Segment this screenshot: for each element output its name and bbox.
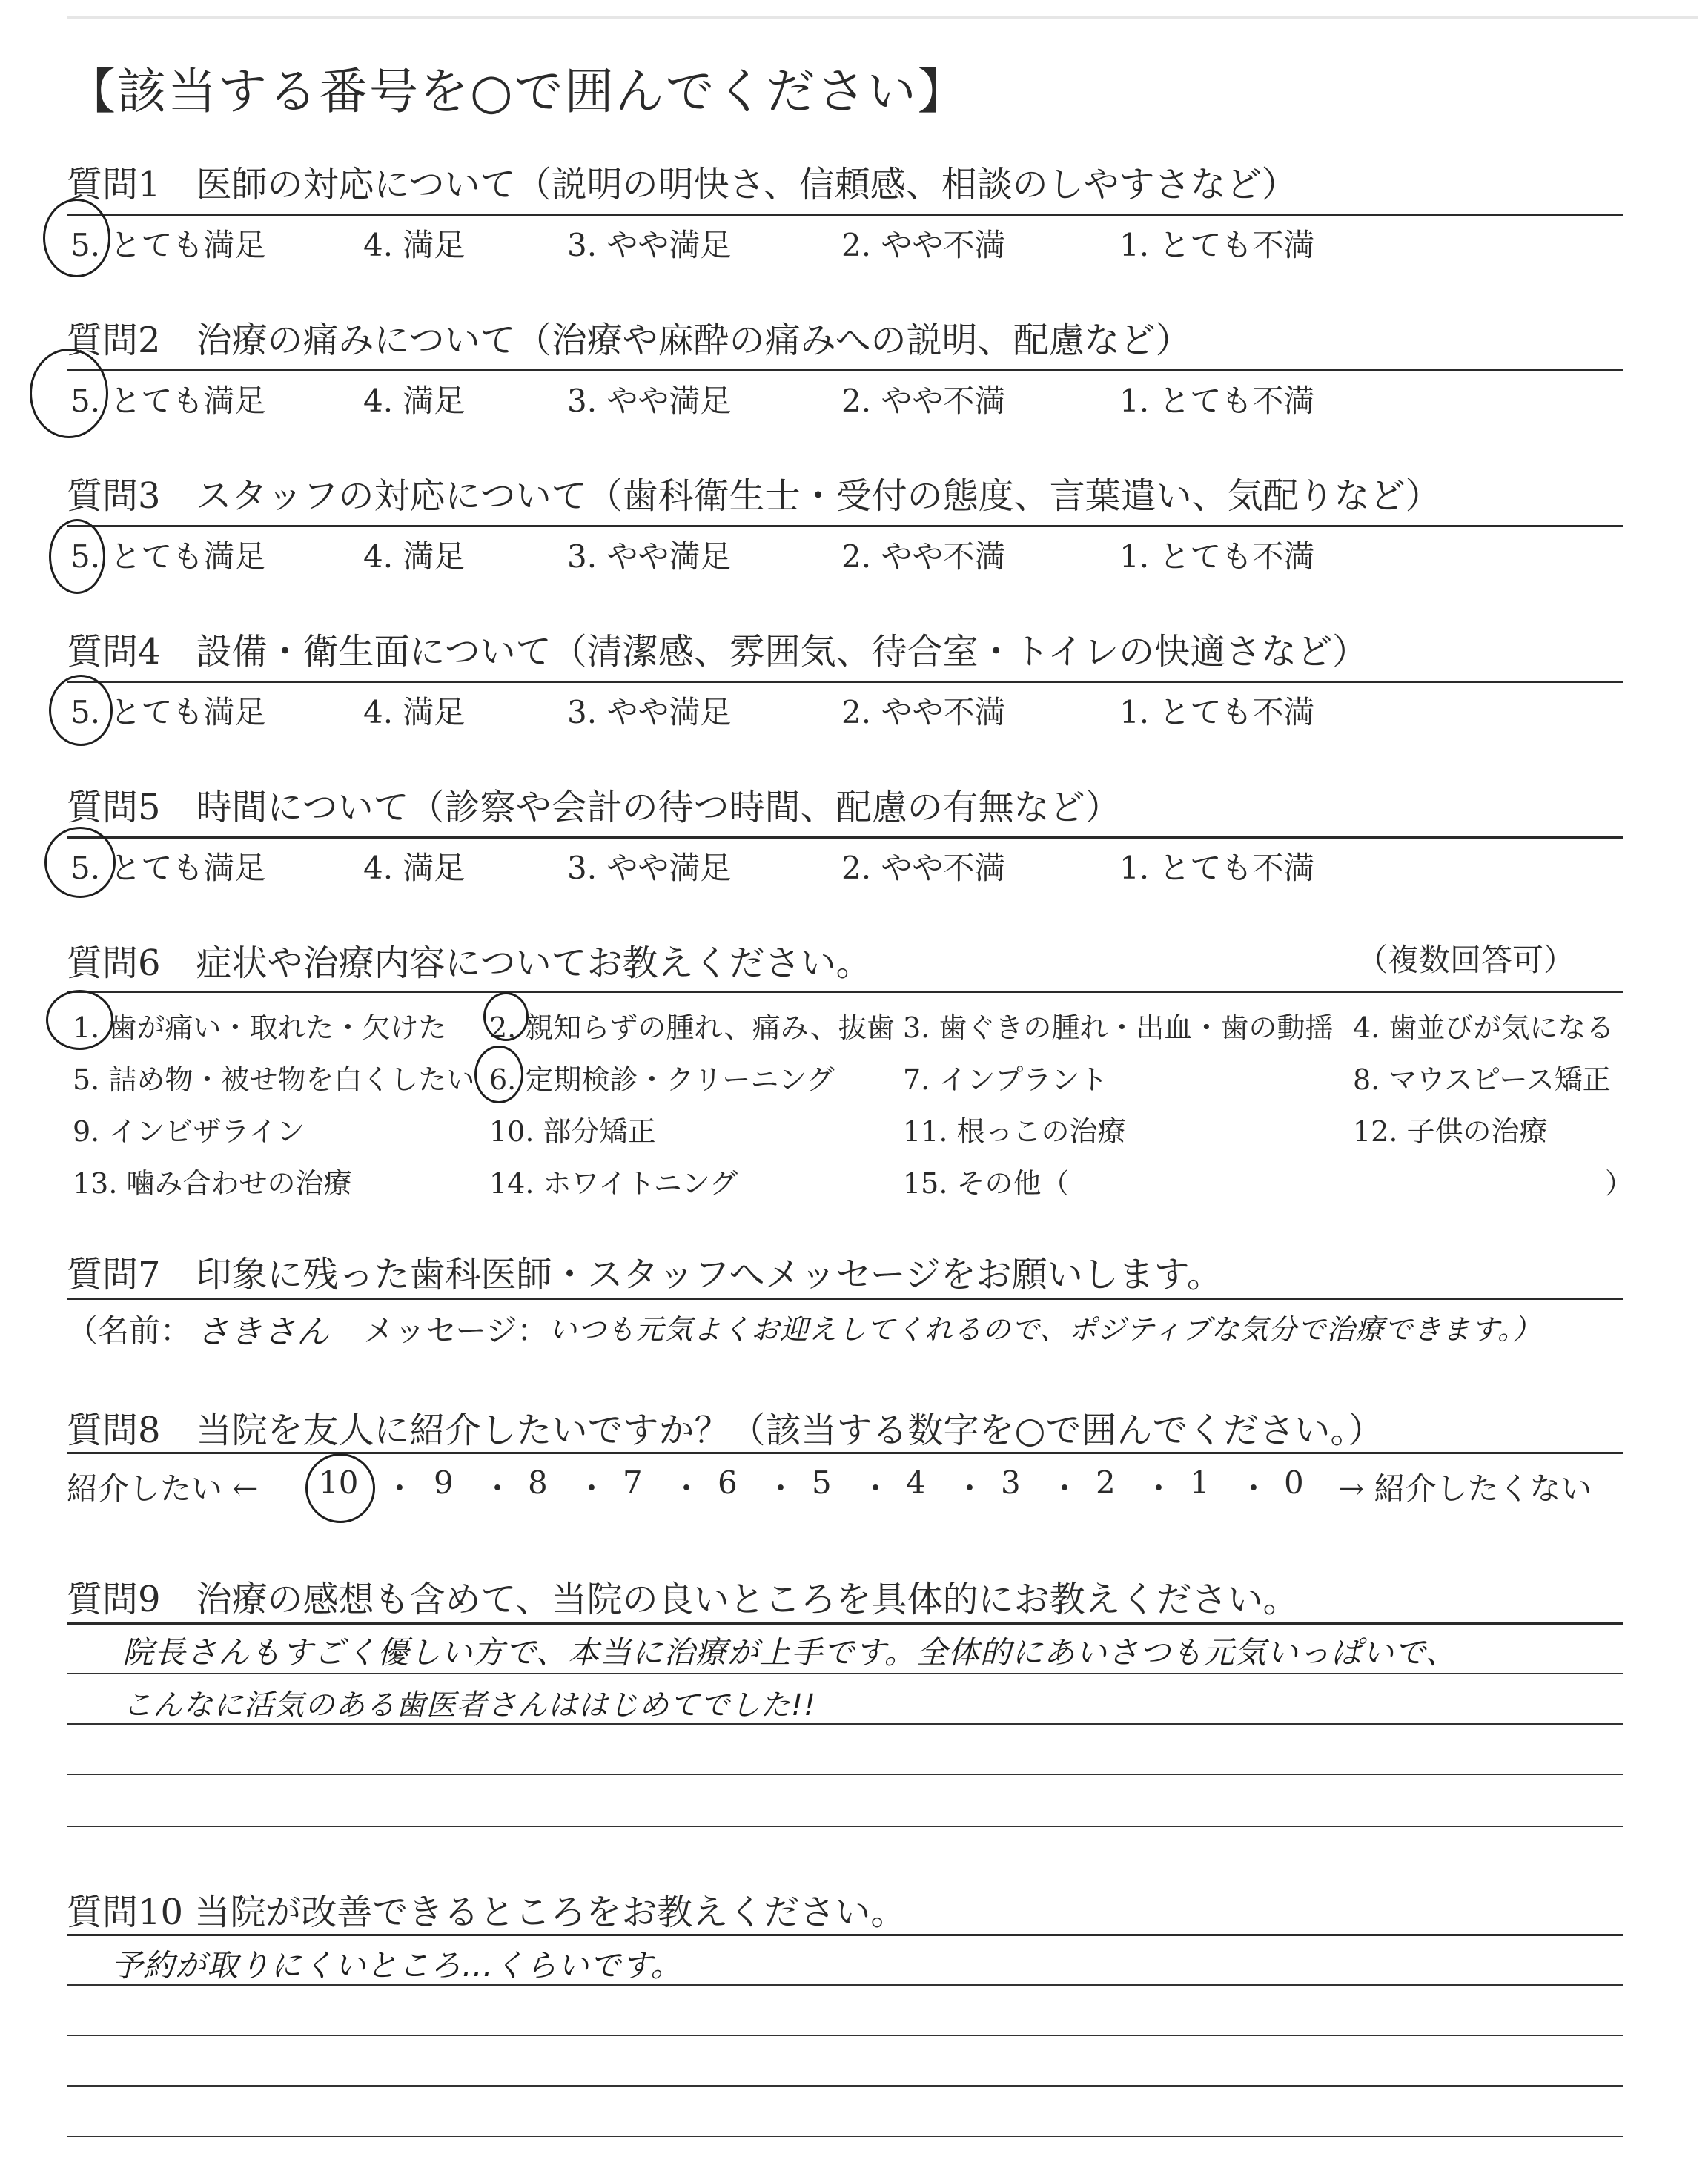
q10-answer-line (67, 2035, 1623, 2036)
q6-selection-circle-2 (483, 992, 529, 1041)
q6-option-12[interactable]: 12. 子供の治療 (1353, 1115, 1548, 1148)
q8-score-0[interactable]: 0 (1284, 1464, 1304, 1501)
q2-rule (67, 369, 1623, 371)
q5-option-2[interactable]: 2. やや不満 (841, 850, 1006, 886)
q10-rule (67, 1934, 1623, 1936)
q6-option-5[interactable]: 5. 詰め物・被せ物を白くしたい (73, 1063, 475, 1096)
q10-title: 質問10 当院が改善できるところをお教えください。 (67, 1892, 907, 1933)
q3-selection-circle (49, 519, 105, 594)
q6-option-8[interactable]: 8. マウスピース矯正 (1353, 1063, 1611, 1096)
q9-answer-text-2: こんなに活気のある歯医者さんははじめてでした!! (122, 1688, 817, 1723)
q6-other-close-paren: ） (1605, 1167, 1634, 1200)
q7-name-label: （名前： (67, 1312, 192, 1349)
q8-sep: ・ (1049, 1470, 1081, 1507)
q8-score-1[interactable]: 1 (1190, 1464, 1210, 1501)
q2-title: 質問2 治療の痛みについて（治療や麻酔の痛みへの説明、配慮など） (67, 320, 1191, 361)
q8-sep: ・ (482, 1470, 514, 1507)
q9-answer-line (67, 1826, 1623, 1827)
q8-sep: ・ (860, 1470, 892, 1507)
q6-option-7[interactable]: 7. インプラント (903, 1063, 1108, 1096)
q10-answer-line (67, 2136, 1623, 2137)
q8-score-8[interactable]: 8 (528, 1464, 548, 1501)
q8-sep: ・ (384, 1470, 416, 1507)
q1-title: 質問1 医師の対応について（説明の明快さ、信頼感、相談のしやすさなど） (67, 164, 1297, 205)
q6-option-2[interactable]: 2. 親知らずの腫れ、痛み、抜歯 (489, 1011, 895, 1044)
q6-option-3[interactable]: 3. 歯ぐきの腫れ・出血・歯の動揺 (903, 1011, 1334, 1044)
q3-option-5[interactable]: 5. とても満足 (70, 538, 266, 575)
q8-score-2[interactable]: 2 (1096, 1464, 1116, 1501)
q8-score-5[interactable]: 5 (812, 1464, 832, 1501)
q8-right-label: → 紹介したくない (1338, 1470, 1592, 1507)
q5-option-1[interactable]: 1. とても不満 (1119, 850, 1315, 886)
q8-selection-circle (305, 1453, 375, 1523)
q4-option-4[interactable]: 4. 満足 (363, 694, 466, 730)
q8-score-10[interactable]: 10 (319, 1464, 359, 1501)
q1-option-2[interactable]: 2. やや不満 (841, 227, 1006, 263)
scan-edge (67, 16, 1698, 19)
q9-title: 質問9 治療の感想も含めて、当院の良いところを具体的にお教えください。 (67, 1579, 1299, 1620)
q2-option-4[interactable]: 4. 満足 (363, 383, 466, 419)
q1-option-1[interactable]: 1. とても不満 (1119, 227, 1315, 263)
q3-option-1[interactable]: 1. とても不満 (1119, 538, 1315, 575)
q9-rule (67, 1622, 1623, 1625)
q8-sep: ・ (576, 1470, 608, 1507)
q4-rule (67, 681, 1623, 683)
q8-score-9[interactable]: 9 (434, 1464, 454, 1501)
q6-option-10[interactable]: 10. 部分矯正 (489, 1115, 656, 1148)
q5-title: 質問5 時間について（診察や会計の待つ時間、配慮の有無など） (67, 787, 1121, 828)
q7-message-value: いつも元気よくお迎えしてくれるので、ポジティブな気分で治療できます。） (549, 1313, 1542, 1346)
q6-option-15[interactable]: 15. その他（ (903, 1167, 1070, 1200)
q6-title: 質問6 症状や治療内容についてお教えください。 (67, 942, 872, 984)
q7-name-value: さきさん (196, 1313, 330, 1351)
q8-score-7[interactable]: 7 (623, 1464, 643, 1501)
q8-score-3[interactable]: 3 (1001, 1464, 1021, 1501)
q2-option-3[interactable]: 3. やや満足 (567, 383, 732, 419)
q6-option-9[interactable]: 9. インビザライン (73, 1115, 305, 1148)
q9-answer-text-1: 院長さんもすごく優しい方で、本当に治療が上手です。全体的にあいさつも元気いっぱいで、 (122, 1634, 1457, 1671)
q6-option-13[interactable]: 13. 噛み合わせの治療 (73, 1167, 352, 1200)
q8-rule (67, 1452, 1623, 1454)
q4-option-5[interactable]: 5. とても満足 (70, 694, 266, 730)
q9-answer-line (67, 1774, 1623, 1775)
form-header: 【該当する番号を○で囲んでください】 (67, 63, 968, 120)
q6-option-6[interactable]: 6. 定期検診・クリーニング (489, 1063, 835, 1096)
q8-score-6[interactable]: 6 (718, 1464, 738, 1501)
q8-score-4[interactable]: 4 (906, 1464, 926, 1501)
q8-sep: ・ (1143, 1470, 1175, 1507)
q3-rule (67, 525, 1623, 527)
q4-selection-circle (49, 675, 113, 746)
q3-option-4[interactable]: 4. 満足 (363, 538, 466, 575)
q8-sep: ・ (765, 1470, 797, 1507)
q6-option-11[interactable]: 11. 根っこの治療 (903, 1115, 1126, 1148)
q9-answer-line (67, 1673, 1623, 1674)
q3-option-3[interactable]: 3. やや満足 (567, 538, 732, 575)
q7-rule (67, 1298, 1623, 1300)
q3-option-2[interactable]: 2. やや不満 (841, 538, 1006, 575)
q1-selection-circle (43, 199, 110, 277)
q2-option-5[interactable]: 5. とても満足 (70, 383, 266, 419)
q2-option-2[interactable]: 2. やや不満 (841, 383, 1006, 419)
q4-option-1[interactable]: 1. とても不満 (1119, 694, 1315, 730)
q8-sep: ・ (954, 1470, 986, 1507)
q7-title: 質問7 印象に残った歯科医師・スタッフへメッセージをお願いします。 (67, 1254, 1222, 1295)
q4-title: 質問4 設備・衛生面について（清潔感、雰囲気、待合室・トイレの快適さなど） (67, 631, 1368, 673)
q6-selection-circle-6 (474, 1046, 523, 1103)
q6-option-1[interactable]: 1. 歯が痛い・取れた・欠けた (73, 1011, 447, 1044)
q1-option-5[interactable]: 5. とても満足 (70, 227, 266, 263)
q4-option-3[interactable]: 3. やや満足 (567, 694, 732, 730)
q2-option-1[interactable]: 1. とても不満 (1119, 383, 1315, 419)
q6-selection-circle-1 (46, 990, 113, 1050)
q5-rule (67, 836, 1623, 839)
q6-multiple-note: （複数回答可） (1357, 942, 1575, 978)
q3-title: 質問3 スタッフの対応について（歯科衛生士・受付の態度、言葉遣い、気配りなど） (67, 475, 1441, 517)
q1-option-4[interactable]: 4. 満足 (363, 227, 466, 263)
q5-option-5[interactable]: 5. とても満足 (70, 850, 266, 886)
q6-rule (67, 991, 1623, 993)
q6-option-4[interactable]: 4. 歯並びが気になる (1353, 1011, 1615, 1044)
q5-option-3[interactable]: 3. やや満足 (567, 850, 732, 886)
q5-selection-circle (44, 827, 116, 898)
q8-title: 質問8 当院を友人に紹介したいですか？（該当する数字を○で囲んでください。） (67, 1410, 1384, 1451)
q6-option-14[interactable]: 14. ホワイトニング (489, 1167, 738, 1200)
q4-option-2[interactable]: 2. やや不満 (841, 694, 1006, 730)
q1-rule (67, 214, 1623, 216)
q5-option-4[interactable]: 4. 満足 (363, 850, 466, 886)
q10-answer-line (67, 2085, 1623, 2087)
q8-sep: ・ (671, 1470, 703, 1507)
q2-selection-circle (30, 349, 108, 438)
q1-option-3[interactable]: 3. やや満足 (567, 227, 732, 263)
q8-sep: ・ (1238, 1470, 1270, 1507)
q7-message-label: メッセージ： (363, 1312, 549, 1349)
q10-answer-text-1: 予約が取りにくいところ…くらいです。 (111, 1947, 683, 1984)
q8-left-label: 紹介したい ← (67, 1470, 259, 1507)
